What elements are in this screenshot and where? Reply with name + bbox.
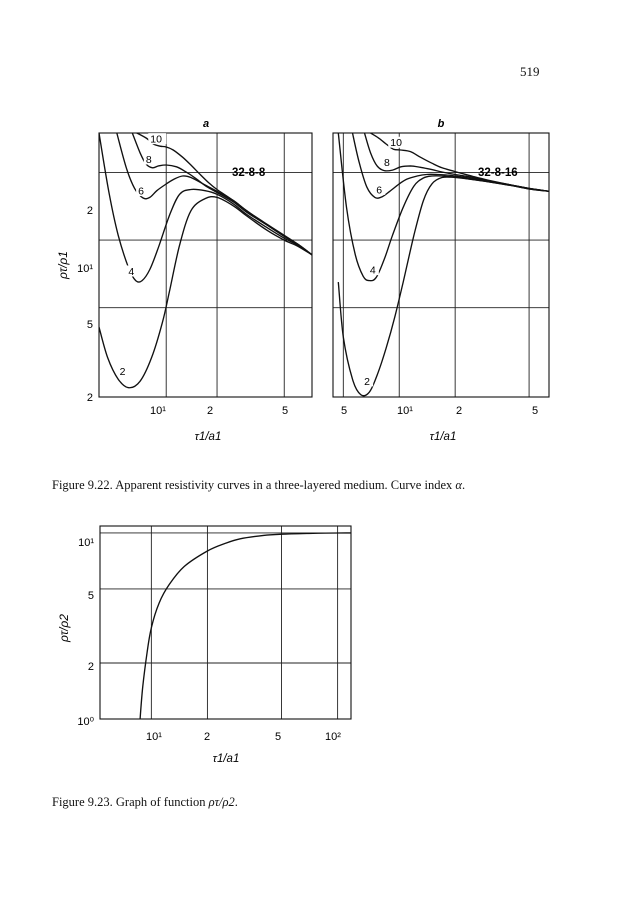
figure-923-frame [100,526,351,719]
curve-alpha-4 [338,133,549,281]
x-tick-label: 5 [281,405,289,417]
caption-prefix: Figure 9.23. [52,795,113,809]
curve-index-label: 8 [145,153,152,166]
x-tick-label: 5 [274,731,282,743]
x-tick-label: 5 [531,405,539,417]
figure-923-y-ticks [77,537,94,728]
panel-a-curves [99,133,312,388]
curve-index-label: 6 [376,184,383,197]
y-tick-label: 5 [87,590,94,602]
x-tick-label: 10² [325,731,341,743]
curve-alpha-2 [99,197,312,388]
y-tick-label: 2 [87,661,94,673]
curve-index-label: 10 [390,137,402,150]
panel-a-y-ticks [77,205,93,404]
x-tick-label: 10¹ [146,731,162,743]
panel-a-curve-labels [118,133,167,378]
caption-end: . [234,795,238,809]
curve-alpha-4 [99,133,312,282]
figure-923-x-ticks [146,731,341,743]
caption-prefix: Figure 9.22. [52,478,113,492]
y-tick-label: 2 [86,205,93,217]
y-tick-label: 10⁰ [77,716,94,728]
figure-923-x-axis-label: τ1/a1 [212,753,240,765]
y-tick-label: 5 [86,319,93,331]
figure-922-caption [52,478,465,493]
x-tick-label: 2 [203,731,211,743]
curve-index-label: 4 [128,265,135,278]
panel-b-x-axis-label: τ1/a1 [429,431,457,443]
y-tick-label: 10¹ [78,537,94,549]
panel-b-x-ticks [341,405,538,417]
curve-alpha-2 [338,177,549,396]
curve-index-label: 8 [384,157,390,170]
curve-alpha-10 [137,133,312,255]
figure-923-caption [52,795,238,810]
caption-symbol: α [455,478,462,492]
caption-text: Graph of function [115,795,206,809]
panel-a-model-label: 32-8-8 [232,167,266,179]
page-number: 519 [520,64,540,79]
y-tick-label: 10¹ [77,263,93,275]
panel-a-x-ticks [150,405,288,417]
x-tick-label: 5 [340,405,348,417]
curve-index-label: 6 [138,185,144,198]
y-tick-label: 2 [86,392,93,404]
caption-text: Apparent resistivity curves in a three-layered medium. Curve index [115,478,453,492]
figure-923-curve [140,533,359,719]
figure-922-y-axis-label: ρτ/ρ1 [56,251,70,279]
figure-923-y-axis-label: ρτ/ρ2 [57,614,71,642]
caption-formula: ρτ/ρ2 [208,795,235,809]
x-tick-label: 2 [206,405,214,417]
curve-index-label: 2 [364,375,370,388]
figure-923-chart [57,526,359,765]
curve-index-label: 10 [150,133,162,146]
x-tick-label: 10¹ [397,405,413,417]
panel-a-x-axis-label: τ1/a1 [194,431,222,443]
panel-b-model-label: 32-8-16 [478,167,518,179]
x-tick-label: 2 [455,405,463,417]
panel-a-chart [77,118,312,443]
curve-index-label: 2 [119,365,126,378]
x-tick-label: 10¹ [150,405,166,417]
figure-923-grid [100,526,351,719]
caption-end: . [461,478,466,492]
panel-b-chart [333,118,549,443]
curve-function [140,533,359,719]
panel-a-letter: a [202,118,210,130]
panel-b-letter: b [437,118,445,130]
curve-index-label: 4 [369,264,376,277]
